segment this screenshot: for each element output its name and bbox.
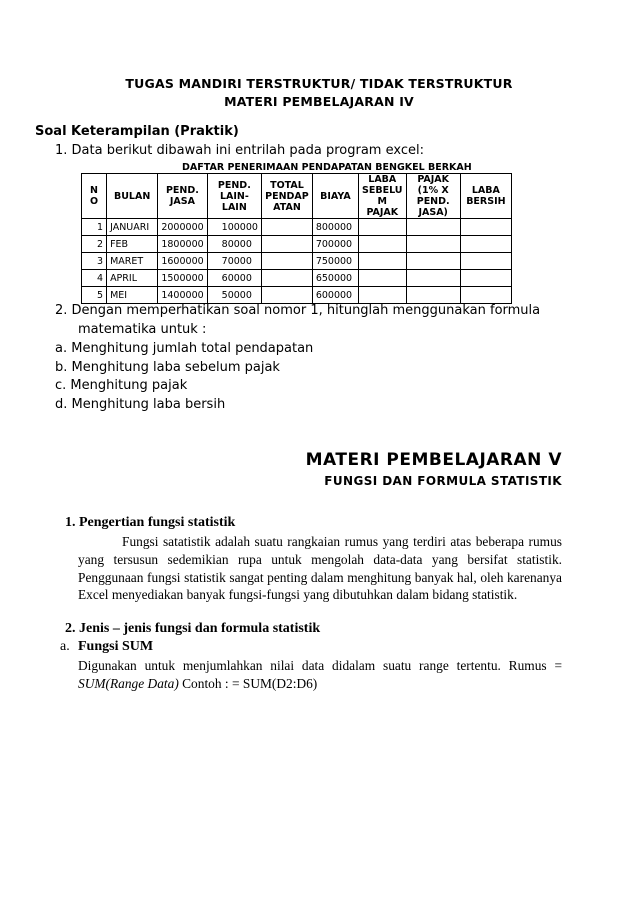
section-1-body: Fungsi satatistik adalah suatu rangkaian rumus yang terdiri atas beberapa rumus yang tersusun sedemikian rupa untuk mengolah data-data yang bersifat statistik. Penggunaan fungsi statistik sangat penting dalam menghitung banyak hal, oleh karenanya Excel menyediakan banyak fungsi-fungsi yang dibutuhkan dalam bidang statistik. <box>78 534 562 603</box>
table-cell: 1400000 <box>158 287 207 304</box>
section-2a-heading: Fungsi SUM <box>78 639 154 654</box>
col-header-pend-jasa: PEND. JASA <box>158 174 207 219</box>
table-cell: FEB <box>107 236 158 253</box>
table-cell <box>262 253 313 270</box>
table-cell <box>262 236 313 253</box>
table-cell <box>262 287 313 304</box>
table-cell <box>358 270 406 287</box>
col-header-laba-sebelum: LABA SEBELU M PAJAK <box>358 174 406 219</box>
table-cell: 50000 <box>207 287 261 304</box>
section-2a-text: Digunakan untuk menjumlahkan nilai data didalam suatu range tertentu. Rumus = <box>78 658 562 673</box>
table-cell: 1 <box>82 219 107 236</box>
table-cell <box>460 287 511 304</box>
table-cell: 100000 <box>207 219 261 236</box>
table-cell: APRIL <box>107 270 158 287</box>
question-2: 2. Dengan memperhatikan soal nomor 1, hitunglah menggunakan formula <box>55 303 541 318</box>
col-header-laba-bersih: LABA BERSIH <box>460 174 511 219</box>
table-cell: 1600000 <box>158 253 207 270</box>
col-header-pajak: PAJAK (1% X PEND. JASA) <box>406 174 460 219</box>
table-cell: 700000 <box>312 236 358 253</box>
table-row <box>82 287 512 304</box>
table-cell <box>460 219 511 236</box>
table-cell: MEI <box>107 287 158 304</box>
table-cell: 600000 <box>312 287 358 304</box>
section-2-heading: 2. Jenis – jenis fungsi dan formula statistik <box>65 621 321 636</box>
col-header-bulan: BULAN <box>107 174 158 219</box>
table-cell: 3 <box>82 253 107 270</box>
col-header-total: TOTAL PENDAP ATAN <box>262 174 313 219</box>
table-cell <box>406 219 460 236</box>
table-cell <box>262 219 313 236</box>
table-title: DAFTAR PENERIMAAN PENDAPATAN BENGKEL BERKAH <box>182 162 472 173</box>
table-cell: 1800000 <box>158 236 207 253</box>
section-2a-example: Contoh : = SUM(D2:D6) <box>178 676 318 691</box>
table-cell <box>406 287 460 304</box>
table-cell: MARET <box>107 253 158 270</box>
section-2a-formula: SUM(Range Data) <box>78 676 179 691</box>
table-cell <box>460 270 511 287</box>
table-cell: 70000 <box>207 253 261 270</box>
subitem-b: b. Menghitung laba sebelum pajak <box>55 360 280 375</box>
question-1: 1. Data berikut dibawah ini entrilah pada program excel: <box>55 143 424 158</box>
table-cell <box>406 253 460 270</box>
table-row <box>82 270 512 287</box>
section-2a-body <box>78 657 562 693</box>
section-2a-label: a. <box>60 639 70 654</box>
section-title: Soal Keterampilan (Praktik) <box>35 124 239 139</box>
section-1-heading: 1. Pengertian fungsi statistik <box>65 515 236 530</box>
table-row <box>82 253 512 270</box>
subitem-d: d. Menghitung laba bersih <box>55 397 226 412</box>
table-cell <box>406 236 460 253</box>
lesson-title-v: MATERI PEMBELAJARAN V <box>305 450 562 470</box>
table-cell: 1500000 <box>158 270 207 287</box>
table-cell <box>406 270 460 287</box>
table-cell: 650000 <box>312 270 358 287</box>
table-cell <box>358 253 406 270</box>
table-row <box>82 236 512 253</box>
table-cell: 60000 <box>207 270 261 287</box>
table-cell <box>358 287 406 304</box>
lesson-subtitle: FUNGSI DAN FORMULA STATISTIK <box>324 474 562 488</box>
table-cell: JANUARI <box>107 219 158 236</box>
table-cell: 80000 <box>207 236 261 253</box>
table-row <box>82 219 512 236</box>
table-cell <box>358 219 406 236</box>
table-cell <box>358 236 406 253</box>
table-header-row <box>82 174 512 219</box>
question-2-cont: matematika untuk : <box>78 322 207 337</box>
table-cell: 750000 <box>312 253 358 270</box>
col-header-biaya: BIAYA <box>312 174 358 219</box>
table-cell: 5 <box>82 287 107 304</box>
col-header-no: N O <box>82 174 107 219</box>
subitem-a: a. Menghitung jumlah total pendapatan <box>55 341 314 356</box>
lesson-title-iv: MATERI PEMBELAJARAN IV <box>224 94 414 109</box>
subitem-c: c. Menghitung pajak <box>55 378 188 393</box>
table-cell <box>460 236 511 253</box>
table-cell: 800000 <box>312 219 358 236</box>
table-cell: 4 <box>82 270 107 287</box>
table-cell: 2000000 <box>158 219 207 236</box>
assignment-title: TUGAS MANDIRI TERSTRUKTUR/ TIDAK TERSTRUKTUR <box>125 76 513 91</box>
table-cell: 2 <box>82 236 107 253</box>
data-table <box>81 173 512 304</box>
col-header-pend-lain: PEND. LAIN- LAIN <box>207 174 261 219</box>
table-cell <box>262 270 313 287</box>
table-cell <box>460 253 511 270</box>
